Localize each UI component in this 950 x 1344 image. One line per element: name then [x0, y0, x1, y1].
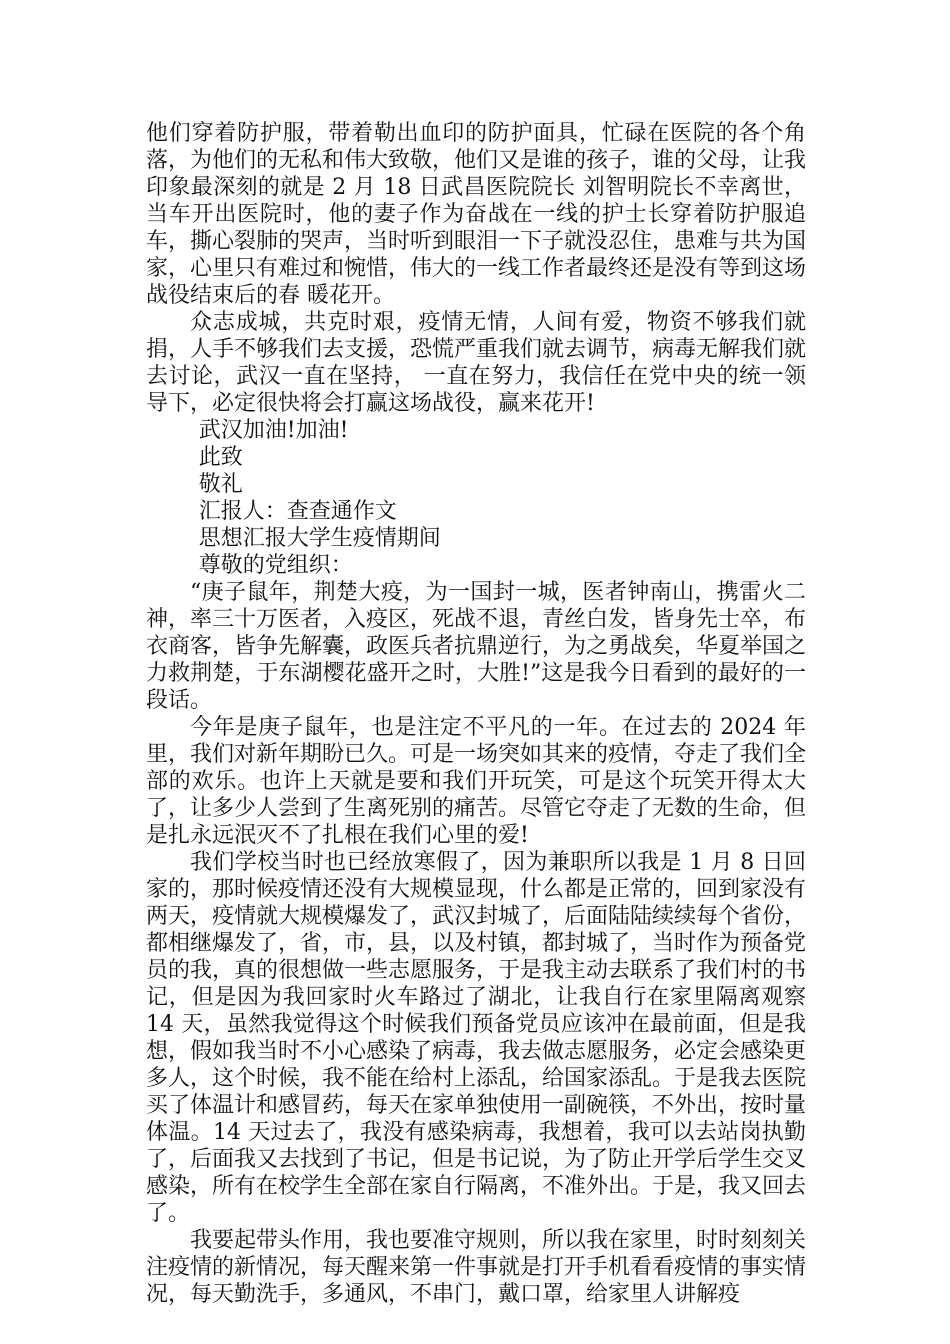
line-wuhan-cheer: 武汉加油!加油!: [198, 418, 349, 443]
line-salutation-cizhi: 此致: [198, 445, 243, 470]
line-greeting: 尊敬的党组织：: [198, 553, 353, 578]
paragraph-school-break: 我们学校当时也已经放寒假了，因为兼职所以我是 1 月 8 日回家的，那时候疫情还没有大规模显现，什么都是正常的，回到家没有两天，疫情就大规模爆发了，武汉封城了，后面陆陆续续每个省份，都相继爆发了，省，市，县，以及村镇，都封城了，当时作为预备党员的我，真的很想做一些志愿服务，于是我主动去联系了我们村的书记，但是因为我回家时火车路过了湖北，让我自行在家里隔离观察 14 天，虽然我觉得这个时候我们预备党员应该冲在最前面，但是我想，假如我当时不小心感染了病毒，我去做志愿服务，必定会感染更多人，这个时候，我不能在给村上添乱，给国家添乱。于是我去医院买了体温计和感冒药，每天在家单独使用一副碗筷，不外出，按时量体温。14 天过去了，我没有感染病毒，我想着，我可以去站岗执勤了，后面我又去找到了书记，但是书记说，为了防止开学后学生交叉感染，所有在校学生全部在家自行隔离，不准外出。于是，我又回去了。: [146, 850, 807, 1226]
document-page: [146, 120, 806, 1308]
line-report-title: 思想汇报大学生疫情期间: [198, 526, 441, 551]
paragraph-new-year: 今年是庚子鼠年，也是注定不平凡的一年。在过去的 2024 年里，我们对新年期盼已久。可是一场突如其来的疫情，夺走了我们全部的欢乐。也许上天就是要和我们开玩笑，可是这个玩笑开得太大了，让多少人尝到了生离死别的痛苦。尽管它夺走了无数的生命，但是扎永远泯灭不了扎根在我们心里的爱!: [146, 715, 807, 848]
paragraph-quote: “庚子鼠年，荆楚大疫，为一国封一城，医者钟南山，携雷火二神，率三十万医者，入疫区，死战不退，青丝白发，皆身先士卒，布衣商客，皆争先解囊，政医兵者抗鼎逆行，为之勇战矣，华夏举国之力救荆楚，于东湖樱花盛开之时，大胜!”这是我今日看到的最好的一段话。: [146, 580, 807, 713]
line-reporter: 汇报人：查查通作文: [198, 499, 397, 524]
paragraph-united-fight: 众志成城，共克时艰，疫情无情，人间有爱，物资不够我们就捐，人手不够我们去支援，恐慌严重我们就去调节，病毒无解我们就去讨论，武汉一直在坚持， 一直在努力，我信任在党中央的统一领导下，必定很快将会打赢这场战役，赢来花开!: [146, 310, 807, 416]
paragraph-lead-by-example: 我要起带头作用，我也要准守规则，所以我在家里，时时刻刻关注疫情的新情况，每天醒来第一件事就是打开手机看看疫情的事实情况，每天勤洗手，多通风，不串门，戴口罩，给家里人讲解疫: [146, 1228, 807, 1307]
line-salutation-jingli: 敬礼: [198, 472, 243, 497]
paragraph-frontline-workers: 他们穿着防护服，带着勒出血印的防护面具，忙碌在医院的各个角落，为他们的无私和伟大致敬，他们又是谁的孩子，谁的父母，让我印象最深刻的就是 2 月 18 日武昌医院院长 刘智明院长不幸离世，当车开出医院时，他的妻子作为奋战在一线的护士长穿着防护服追车，撕心裂肺的哭声，当时听到眼泪一下子就没忍住，患难与共为国家，心里只有难过和惋惜，伟大的一线工作者最终还是没有等到这场战役结束后的春 暖花开。: [146, 121, 807, 308]
